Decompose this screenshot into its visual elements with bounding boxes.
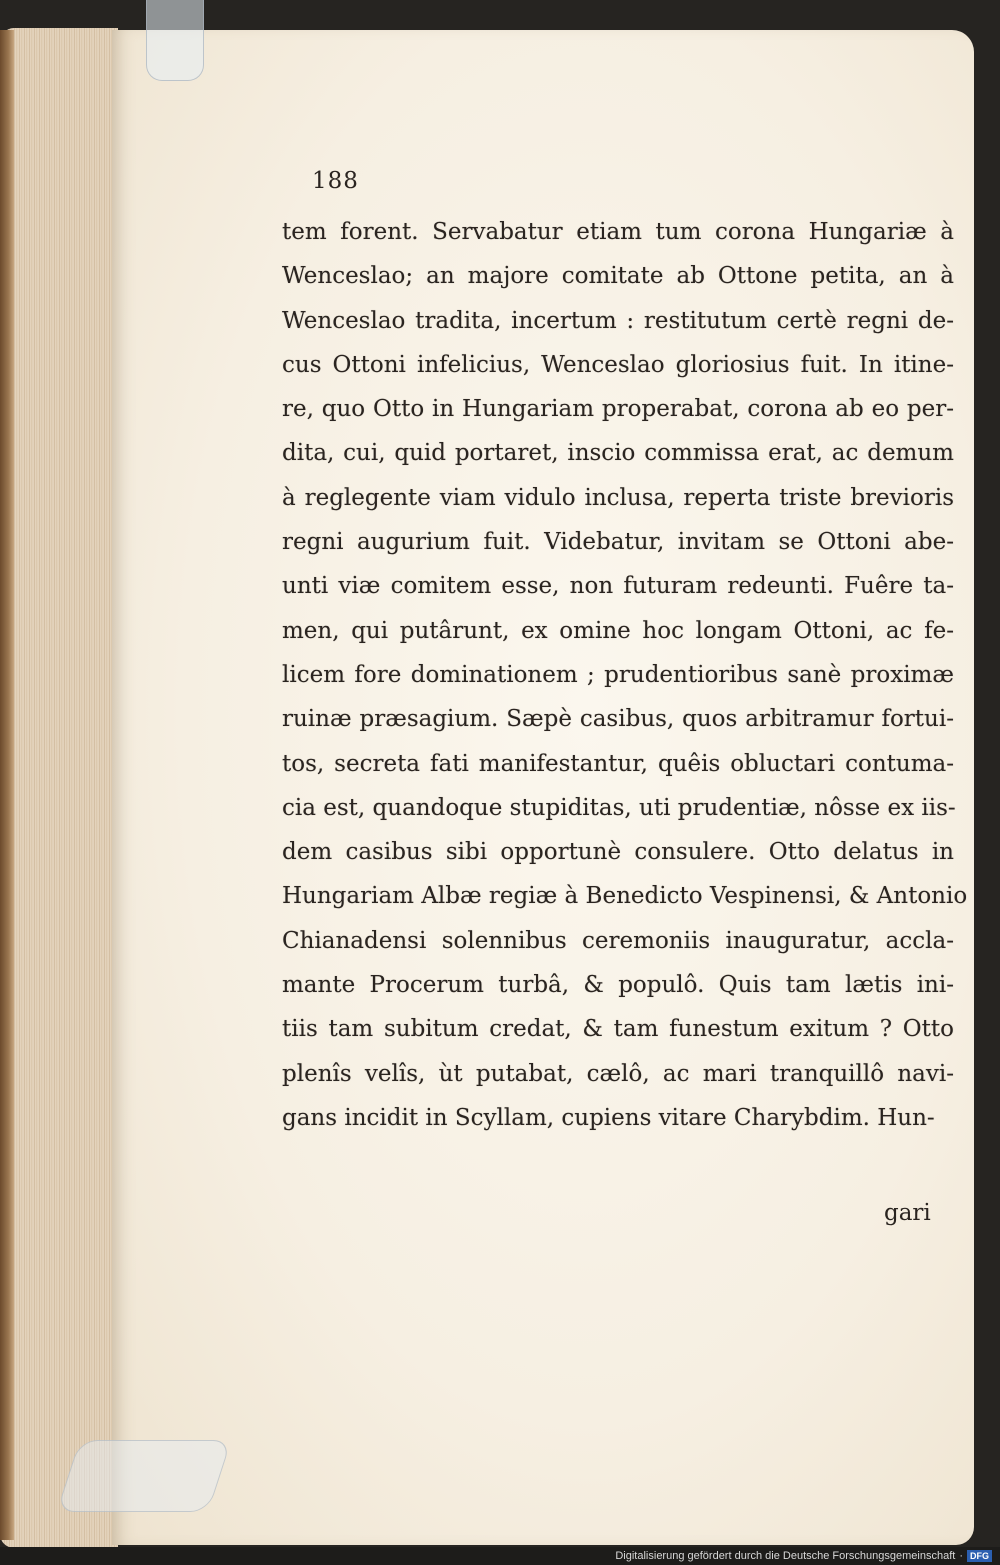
page-clip-top <box>146 0 204 81</box>
text-line: plenîs velîs, ùt putabat, cælô, ac mari tranquillô navi- <box>282 1060 954 1087</box>
text-line: unti viæ comitem esse, non futuram redeunti. Fuêre ta- <box>282 573 954 600</box>
text-line: Wenceslao; an majore comitate ab Ottone petita, an à <box>282 263 954 290</box>
text-line: Chianadensi solennibus ceremoniis inauguratur, accla- <box>282 927 954 954</box>
text-line: cia est, quandoque stupiditas, uti prudentiæ, nôsse ex iis- <box>282 794 956 821</box>
footer-credit-text: Digitalisierung gefördert durch die Deutsche Forschungsgemeinschaft <box>615 1550 956 1562</box>
text-line: Wenceslao tradita, incertum : restitutum certè regni de- <box>282 307 954 334</box>
page-number: 188 <box>312 168 359 194</box>
page-clip-bottom <box>56 1440 231 1512</box>
text-line: gans incidit in Scyllam, cupiens vitare Charybdim. Hun- <box>282 1104 935 1131</box>
text-line: mante Procerum turbâ, & populô. Quis tam lætis ini- <box>282 972 954 999</box>
dfg-logo-icon: DFG <box>967 1550 992 1562</box>
text-line: re, quo Otto in Hungariam properabat, corona ab eo per- <box>282 396 954 423</box>
text-line: dita, cui, quid portaret, inscio commissa erat, ac demum <box>282 440 954 467</box>
footer-credit <box>615 1547 992 1565</box>
footer-separator: · <box>959 1550 963 1562</box>
book-cover-edge <box>0 30 14 1540</box>
book-page-edges <box>0 28 118 1548</box>
page-text-block <box>282 168 968 1140</box>
text-line: men, qui putârunt, ex omine hoc longam Ottoni, ac fe- <box>282 617 954 644</box>
text-line: licem fore dominationem ; prudentioribus sanè proximæ <box>282 661 954 688</box>
text-line: regni augurium fuit. Videbatur, invitam se Ottoni abe- <box>282 529 954 556</box>
text-line: Hungariam Albæ regiæ à Benedicto Vespinensi, & Antonio <box>282 883 968 910</box>
text-line: tiis tam subitum credat, & tam funestum exitum ? Otto <box>282 1016 954 1043</box>
catchword: gari <box>884 1200 931 1226</box>
text-line: tos, secreta fati manifestantur, quêis obluctari contuma- <box>282 750 954 777</box>
text-line: dem casibus sibi opportunè consulere. Otto delatus in <box>282 839 954 866</box>
text-line: ruinæ præsagium. Sæpè casibus, quos arbitramur fortui- <box>282 706 954 733</box>
text-line: à reglegente viam vidulo inclusa, reperta triste brevioris <box>282 484 954 511</box>
text-line: tem forent. Servabatur etiam tum corona Hungariæ à <box>282 219 954 245</box>
text-line: cus Ottoni infelicius, Wenceslao gloriosius fuit. In itine- <box>282 351 954 378</box>
